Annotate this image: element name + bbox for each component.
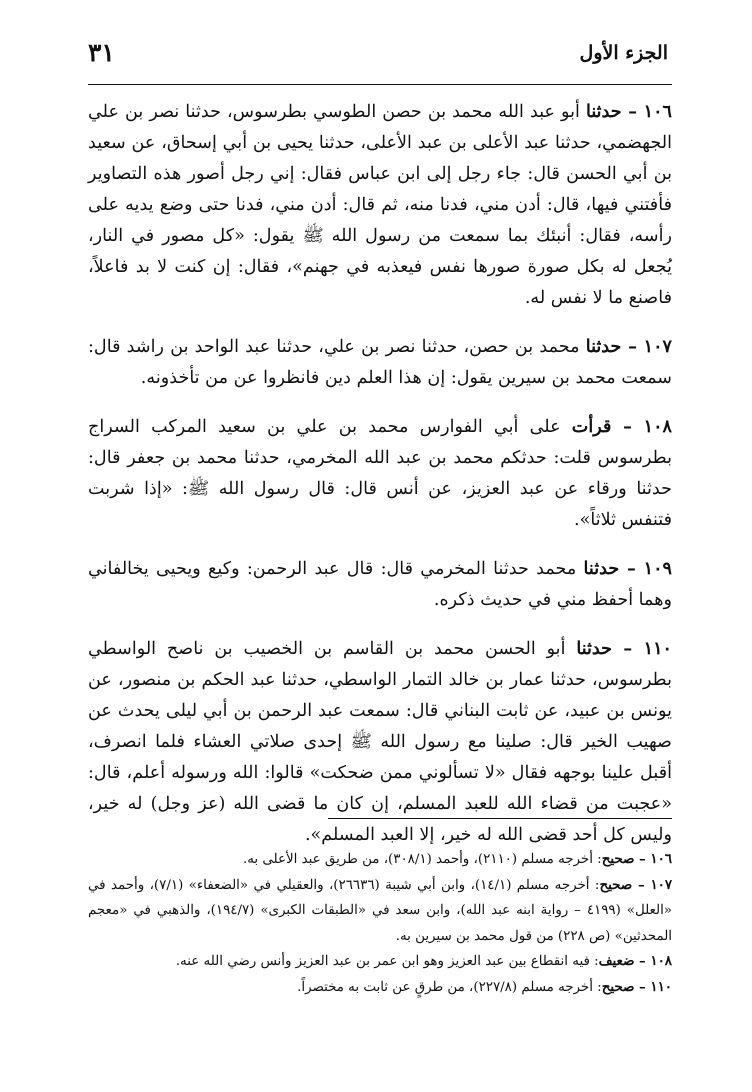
hadith-number: ١٠٩ bbox=[643, 558, 672, 579]
footnote-110 bbox=[88, 975, 672, 1001]
main-text bbox=[88, 96, 672, 868]
footnote-108 bbox=[88, 949, 672, 975]
footnote-text: : فيه انقطاع بين عبد العزيز وهو ابن عمر بن عبد العزيز وأنس رضي الله عنه. bbox=[175, 954, 599, 969]
footnote-grade: صحيح bbox=[601, 851, 635, 867]
hadith-number: ١٠٦ bbox=[643, 101, 672, 122]
hadith-108 bbox=[88, 411, 672, 536]
footnote-dash: – bbox=[634, 953, 651, 969]
hadith-text: على أبي الفوارس محمد بن علي بن سعيد المركب السراج بطرسوس قلت: حدثكم محمد بن عبد الله المخرمي، حدثنا محمد بن جعفر قال: حدثنا ورقاء عن عبد العزيز، عن أنس قال: قال رسول الله ﷺ: «إذا شربت فتنفس ثلاثاً». bbox=[88, 417, 672, 530]
hadith-text: محمد حدثنا المخرمي قال: قال عبد الرحمن: وكيع ويحيى يخالفاني وهما أحفظ مني في حديث ذكره. bbox=[88, 559, 672, 610]
footnote-rule bbox=[328, 818, 672, 819]
hadith-lead-word: حدثنا bbox=[585, 101, 622, 122]
footnote-text: : أخرجه مسلم (٢٢٧/٨)، من طرقٍ عن ثابت به مختصراً. bbox=[297, 979, 602, 995]
footnote-dash: – bbox=[634, 851, 651, 867]
hadith-dash: – bbox=[621, 336, 644, 357]
hadith-number: ١٠٨ bbox=[643, 416, 672, 437]
hadith-text: أبو عبد الله محمد بن حصن الطوسي بطرسوس، حدثنا نصر بن علي الجهضمي، حدثنا عبد الأعلى بن عبد الأعلى، حدثنا يحيى بن أبي إسحاق، عن سعيد بن أبي الحسن قال: جاء رجل إلى ابن عباس فقال: إني رجل أصور هذه التصاوير فأفتني فيها، قال: أدن مني، فدنا منه، ثم قال: أدن مني، فدنا حتى وضع يديه على رأسه، فقال: أنبئك بما سمعت من رسول الله ﷺ يقول: «كل مصور في النار، يُجعل له بكل صورة صورها نفس فيعذبه في جهنم»، فقال: إن كنت لا بد فاعلاً، فاصنع ما لا نفس له. bbox=[88, 102, 672, 308]
page-number: ٣١ bbox=[88, 38, 115, 67]
footnote-number: ١٠٧ bbox=[650, 876, 673, 893]
hadith-lead-word: حدثنا bbox=[585, 336, 622, 357]
hadith-lead-word: قرأت bbox=[571, 416, 612, 437]
running-title: الجزء الأول bbox=[579, 42, 668, 64]
footnote-107 bbox=[88, 873, 672, 950]
footnote-text: : أخرجه مسلم (١٤/١)، وابن أبي شيبة (٢٦٦٣٦)، والعقيلي في «الضعفاء» (٧/١)، وأحمد في «العلل» (٤١٩٩ – رواية ابنه عبد الله)، وابن سعد في «الطبقات الكبرى» (١٩٤/٧)، والذهبي في «معجم المحدثين» (ص ٢٢٨) من قول محمد بن سيرين به. bbox=[88, 877, 672, 944]
footnotes bbox=[88, 847, 672, 1000]
footnote-grade: ضعيف bbox=[598, 953, 635, 969]
hadith-dash: – bbox=[619, 558, 644, 579]
hadith-text: أبو الحسن محمد بن القاسم بن الخصيب بن ناصح الواسطي بطرسوس، حدثنا عمار بن خالد التمار الواسطي، حدثنا عبد الحكم بن منصور، عن يونس بن عبيد، عن ثابت البناني قال: سمعت عبد الرحمن بن أبي ليلى يحدث عن صهيب الخير قال: صلينا مع رسول الله ﷺ إحدى صلاتي العشاء فلما انصرف، أقبل علينا بوجهه فقال «لا تسألوني ممن ضحكت» قالوا: الله ورسوله أعلم، قال: «عجبت من قضاء الله للعبد المسلم، إن كان ما قضى الله (عز وجل) له خير، وليس كل أحد قضى الله له خير، إلا العبد المسلم». bbox=[88, 639, 672, 845]
footnote-text: : أخرجه مسلم (٢١١٠)، وأحمد (٣٠٨/١)، من طريق عبد الأعلى به. bbox=[242, 852, 602, 867]
footnote-dash: – bbox=[634, 978, 651, 995]
footnote-grade: صحيح bbox=[599, 876, 633, 893]
header-rule bbox=[88, 84, 672, 85]
hadith-text: محمد بن حصن، حدثنا نصر بن علي، حدثنا عبد الواحد بن راشد قال: سمعت محمد بن سيرين يقول: إن هذا العلم دين فانظروا عن من تأخذونه. bbox=[88, 337, 672, 388]
hadith-number: ١٠٧ bbox=[643, 336, 672, 357]
hadith-number: ١١٠ bbox=[643, 638, 672, 659]
footnote-number: ١٠٦ bbox=[650, 851, 672, 867]
hadith-dash: – bbox=[612, 638, 644, 659]
hadith-dash: – bbox=[611, 416, 644, 437]
footnote-number: ١٠٨ bbox=[650, 953, 672, 969]
hadith-109 bbox=[88, 553, 672, 616]
footnote-106 bbox=[88, 847, 672, 873]
hadith-dash: – bbox=[621, 101, 644, 122]
footnote-dash: – bbox=[632, 876, 651, 893]
page-header bbox=[88, 38, 668, 84]
footnote-number: ١١٠ bbox=[650, 978, 672, 995]
hadith-lead-word: حدثنا bbox=[576, 638, 613, 659]
footnote-grade: صحيح bbox=[601, 978, 635, 995]
hadith-106 bbox=[88, 96, 672, 314]
hadith-lead-word: حدثنا bbox=[583, 558, 620, 579]
hadith-107 bbox=[88, 331, 672, 394]
